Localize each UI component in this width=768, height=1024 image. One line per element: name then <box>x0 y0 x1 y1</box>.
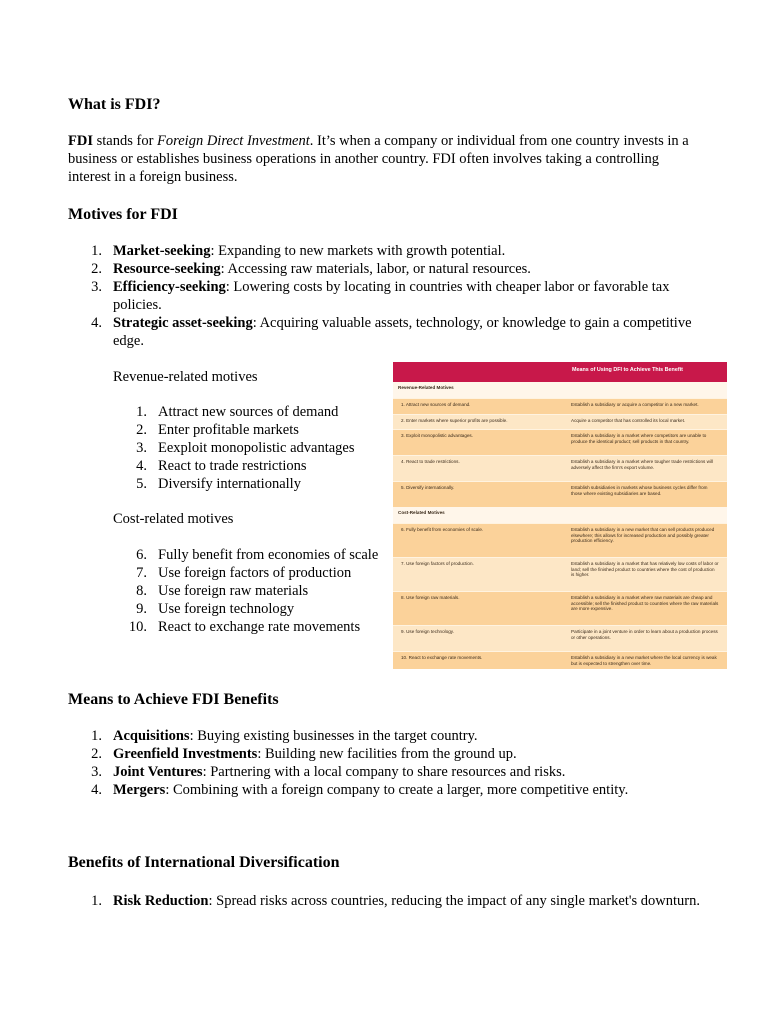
table-cell: Establish subsidiaries in markets whose business cycles differ from those where existing subsidiaries are based. <box>571 485 708 496</box>
list-item <box>68 892 708 910</box>
list-text: React to trade restrictions <box>158 458 307 474</box>
list-number: 9. <box>136 601 147 617</box>
list-number: 5. <box>136 476 147 492</box>
list-term: Efficiency-seeking <box>113 279 226 295</box>
list-text: Enter profitable markets <box>158 422 299 438</box>
list-desc: : Accessing raw materials, labor, or natural resources. <box>220 261 531 277</box>
table-cell: Establish a subsidiary in a new market where the local currency is weak but is expected to strengthen over time. <box>571 655 717 666</box>
list-number: 2. <box>136 422 147 438</box>
list-item <box>113 475 403 493</box>
list-number: 6. <box>136 547 147 563</box>
heading-means: Means to Achieve FDI Benefits <box>68 691 279 708</box>
table-cell: 4. React to trade restrictions. <box>401 459 460 464</box>
list-item <box>68 242 708 260</box>
list-desc: : Building new facilities from the ground up. <box>257 746 517 762</box>
table-row <box>393 651 727 669</box>
list-text: Diversify internationally <box>158 476 301 492</box>
table-cell: Participate in a joint venture in order to learn about a production process or other operations. <box>571 629 718 640</box>
list-number: 4. <box>91 782 102 798</box>
table-cell: 10. React to exchange rate movements. <box>401 655 483 660</box>
list-item <box>68 260 708 278</box>
table-cell: Establish a subsidiary in a market that has relatively low costs of labor or land; sell the finished product to countries where the cost of production is higher. <box>571 561 719 578</box>
revenue-motives-label: Revenue-related motives <box>113 369 258 385</box>
table-cell: Establish a subsidiary in a market where raw materials are cheap and accessible; sell the finished product to countries where the raw materials are more expensive. <box>571 595 719 612</box>
table-row <box>393 557 727 591</box>
table-header-label: Means of Using DFI to Achieve This Benefit <box>572 367 683 373</box>
table-cell: Establish a subsidiary or acquire a competitor in a new market. <box>571 402 699 407</box>
list-item <box>113 582 403 600</box>
list-text: Use foreign raw materials <box>158 583 309 599</box>
list-number: 3. <box>91 279 102 295</box>
list-term: Market-seeking <box>113 243 211 259</box>
list-term: Acquisitions <box>113 728 190 744</box>
list-term: Strategic asset-seeking <box>113 315 253 331</box>
list-number: 1. <box>136 404 147 420</box>
heading-motives: Motives for FDI <box>68 206 178 223</box>
table-row <box>393 591 727 625</box>
list-item <box>113 403 403 421</box>
list-text: React to exchange rate movements <box>158 619 361 635</box>
table-cell: Acquire a competitor that has controlled its local market. <box>571 418 686 423</box>
list-number: 1. <box>91 893 102 909</box>
table-cell: 8. Use foreign raw materials. <box>401 595 460 600</box>
list-desc: : Spread risks across countries, reducing the impact of any single market's downturn. <box>208 893 700 909</box>
list-number: 1. <box>91 243 102 259</box>
list-number: 7. <box>136 565 147 581</box>
list-item <box>68 278 708 314</box>
list-number: 2. <box>91 746 102 762</box>
list-number: 4. <box>91 315 102 331</box>
table-row <box>393 481 727 507</box>
table-section-cost: Cost-Related Motives <box>393 507 727 523</box>
list-number: 1. <box>91 728 102 744</box>
table-cell: 3. Exploit monopolistic advantages. <box>401 433 474 438</box>
list-term: Risk Reduction <box>113 893 209 909</box>
cost-motives-label: Cost-related motives <box>113 511 234 527</box>
list-desc: : Combining with a foreign company to create a larger, more competitive entity. <box>165 782 629 798</box>
fdi-text-2: . It’s when a company or individual from one country invests in a business or establishes business operations in another country. FDI often involves taking a controlling interest in a foreign business. <box>68 133 689 185</box>
table-cell: 2. Enter markets where superior profits are possible. <box>401 418 508 423</box>
list-text: Use foreign technology <box>158 601 295 617</box>
list-term: Greenfield Investments <box>113 746 258 762</box>
list-item <box>68 781 708 799</box>
table-row <box>393 455 727 481</box>
fdi-motives-table-image <box>393 362 727 669</box>
motives-list <box>68 242 708 350</box>
fdi-full-name: Foreign Direct Investment <box>157 133 310 149</box>
list-item <box>113 600 403 618</box>
list-item <box>68 763 708 781</box>
table-cell: 5. Diversify internationally. <box>401 485 455 490</box>
table-row <box>393 414 727 429</box>
list-item <box>113 618 403 636</box>
list-number: 3. <box>136 440 147 456</box>
revenue-motives-list <box>113 403 403 493</box>
list-number: 4. <box>136 458 147 474</box>
list-term: Mergers <box>113 782 166 798</box>
table-cell: Establish a subsidiary in a market where tougher trade restrictions will adversely affect the firm's export volume. <box>571 459 713 470</box>
means-list <box>68 727 708 799</box>
table-cell: 7. Use foreign factors of production. <box>401 561 474 566</box>
list-number: 3. <box>91 764 102 780</box>
list-item <box>113 421 403 439</box>
heading-benefits: Benefits of International Diversification <box>68 854 340 871</box>
table-row <box>393 625 727 651</box>
table-cell: Establish a subsidiary in a new market that can sell products produced elsewhere; this allows for increased production and possibly greater production efficiency. <box>571 527 715 544</box>
list-term: Joint Ventures <box>113 764 203 780</box>
list-desc: : Buying existing businesses in the target country. <box>189 728 478 744</box>
list-text: Use foreign factors of production <box>158 565 352 581</box>
table-cell: 9. Use foreign technology. <box>401 629 455 634</box>
list-text: Fully benefit from economies of scale <box>158 547 379 563</box>
list-item <box>113 546 403 564</box>
list-item <box>113 439 403 457</box>
list-number: 10. <box>128 619 147 635</box>
list-item <box>68 745 708 763</box>
list-desc: : Expanding to new markets with growth potential. <box>210 243 506 259</box>
cost-motives-list <box>113 546 403 636</box>
fdi-term: FDI <box>68 133 93 149</box>
table-cell: 1. Attract new sources of demand. <box>401 402 471 407</box>
list-text: Attract new sources of demand <box>158 404 339 420</box>
list-item <box>68 727 708 745</box>
list-desc: : Lowering costs by locating in countries with cheaper labor or favorable tax policies. <box>113 279 670 313</box>
benefits-list <box>68 892 708 910</box>
fdi-definition-paragraph <box>68 132 698 186</box>
table-row <box>393 398 727 414</box>
list-number: 2. <box>91 261 102 277</box>
fdi-text-1: stands for <box>92 133 158 149</box>
list-item <box>113 564 403 582</box>
list-number: 8. <box>136 583 147 599</box>
table-header <box>393 362 727 382</box>
table-row <box>393 523 727 557</box>
table-section-revenue: Revenue-Related Motives <box>393 382 727 398</box>
list-desc: : Acquiring valuable assets, technology, or knowledge to gain a competitive edge. <box>113 315 692 349</box>
table-row <box>393 429 727 455</box>
heading-what-is-fdi: What is FDI? <box>68 96 161 113</box>
list-term: Resource-seeking <box>113 261 221 277</box>
list-item <box>68 314 708 350</box>
table-cell: 6. Fully benefit from economies of scale. <box>401 527 484 532</box>
list-desc: : Partnering with a local company to share resources and risks. <box>202 764 566 780</box>
list-item <box>113 457 403 475</box>
table-cell: Establish a subsidiary in a market where competitors are unable to produce the identical product; sell products in that country. <box>571 433 707 444</box>
list-text: Eexploit monopolistic advantages <box>158 440 355 456</box>
